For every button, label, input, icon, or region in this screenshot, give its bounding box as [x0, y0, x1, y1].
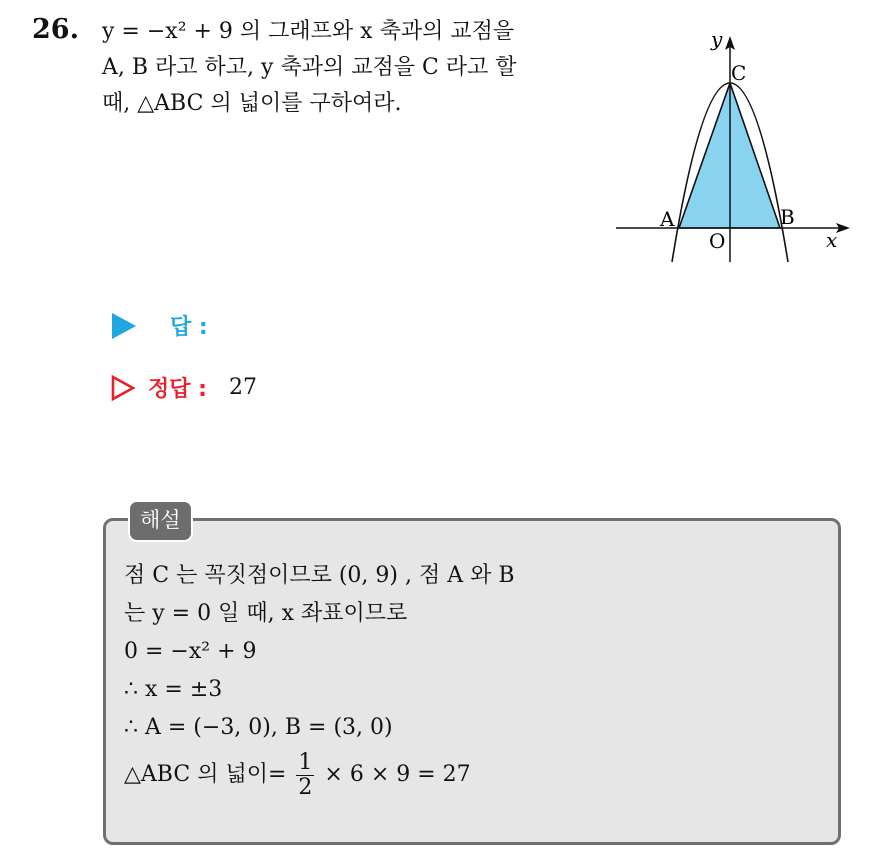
area-formula: [124, 747, 515, 803]
answer-row: [112, 310, 208, 341]
explanation-line: 0 = −x² + 9: [124, 639, 257, 664]
area-suffix: × 6 × 9 = 27: [324, 762, 471, 787]
point-a-label: A: [660, 207, 675, 231]
fraction-denominator: 2: [298, 774, 313, 800]
explanation-tag: 해설: [128, 500, 193, 542]
answer-label: 답 :: [170, 315, 208, 340]
origin-label: O: [709, 229, 726, 253]
point-b-label: B: [780, 205, 795, 229]
y-axis-label: y: [711, 27, 723, 51]
explanation-line: ∴ x = ±3: [124, 677, 223, 702]
correct-answer-row: [110, 372, 257, 403]
parabola-graph: [610, 26, 860, 271]
explanation-text: [124, 557, 515, 803]
problem-line: y = −x² + 9 의 그래프와 x 축과의 교점을: [102, 19, 515, 44]
problem-text: [102, 14, 602, 122]
fraction-numerator: 1: [298, 749, 313, 775]
problem-line: A, B 라고 하고, y 축과의 교점을 C 라고 할: [102, 55, 517, 80]
point-c-label: C: [731, 61, 747, 85]
x-axis-label: x: [826, 228, 838, 252]
problem-line: 때, △ABC 의 넓이를 구하여라.: [102, 91, 402, 116]
explanation-line: ∴ A = (−3, 0), B = (3, 0): [124, 715, 393, 740]
problem-number: 26.: [32, 14, 79, 45]
play-outline-icon: [110, 374, 136, 402]
play-icon: [112, 313, 136, 339]
correct-answer-label: 정답 :: [148, 377, 207, 402]
explanation-line: 점 C 는 꼭짓점이므로 (0, 9) , 점 A 와 B: [124, 563, 515, 588]
area-prefix: △ABC 의 넓이=: [124, 762, 287, 787]
explanation-line: 는 y = 0 일 때, x 좌표이므로: [124, 601, 408, 626]
fraction-one-half: [296, 751, 314, 800]
correct-answer-value: 27: [228, 375, 257, 400]
